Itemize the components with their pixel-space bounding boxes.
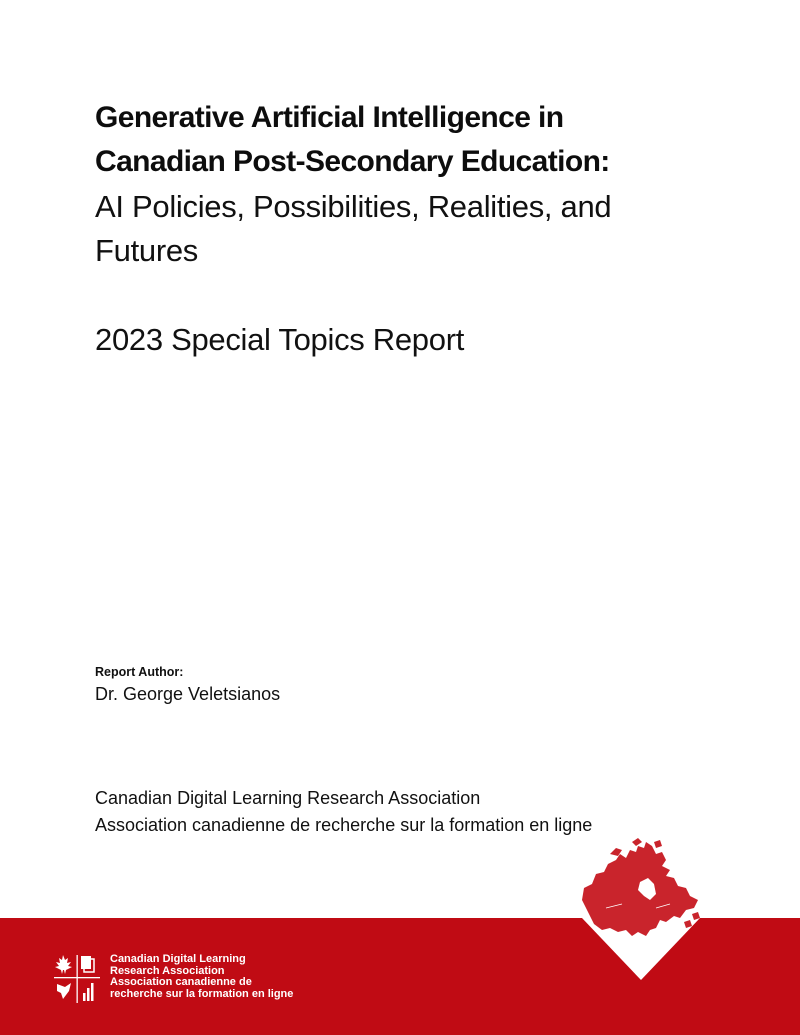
- author-block: [95, 663, 280, 707]
- report-title: [95, 96, 735, 184]
- author-label: Report Author:: [95, 665, 184, 679]
- report-subtitle: [95, 185, 735, 273]
- report-subtitle-line-2: Futures: [95, 233, 198, 268]
- report-title-line-2: Canadian Post-Secondary Education:: [95, 145, 610, 178]
- footer-line-2: Research Association: [110, 964, 225, 977]
- author-name: Dr. George Veletsianos: [95, 684, 281, 704]
- report-type: 2023 Special Topics Report: [95, 322, 465, 357]
- footer-organization-text: [110, 954, 293, 1000]
- footer-line-4: recherche sur la formation en ligne: [110, 987, 294, 1000]
- report-subtitle-line-1: AI Policies, Possibilities, Realities, and: [95, 189, 612, 224]
- footer-line-1: Canadian Digital Learning: [110, 953, 246, 965]
- report-title-line-1: Generative Artificial Intelligence in: [95, 101, 564, 134]
- organization-name-english: Canadian Digital Learning Research Association: [95, 788, 481, 808]
- cdlra-logo-icon: [53, 953, 103, 1005]
- canada-map-icon: [566, 838, 716, 983]
- footer-line-3: Association canadienne de: [110, 976, 252, 988]
- organization-block: [95, 785, 592, 839]
- report-title-block: [95, 96, 735, 273]
- organization-name-french: Association canadienne de recherche sur la formation en ligne: [95, 815, 593, 835]
